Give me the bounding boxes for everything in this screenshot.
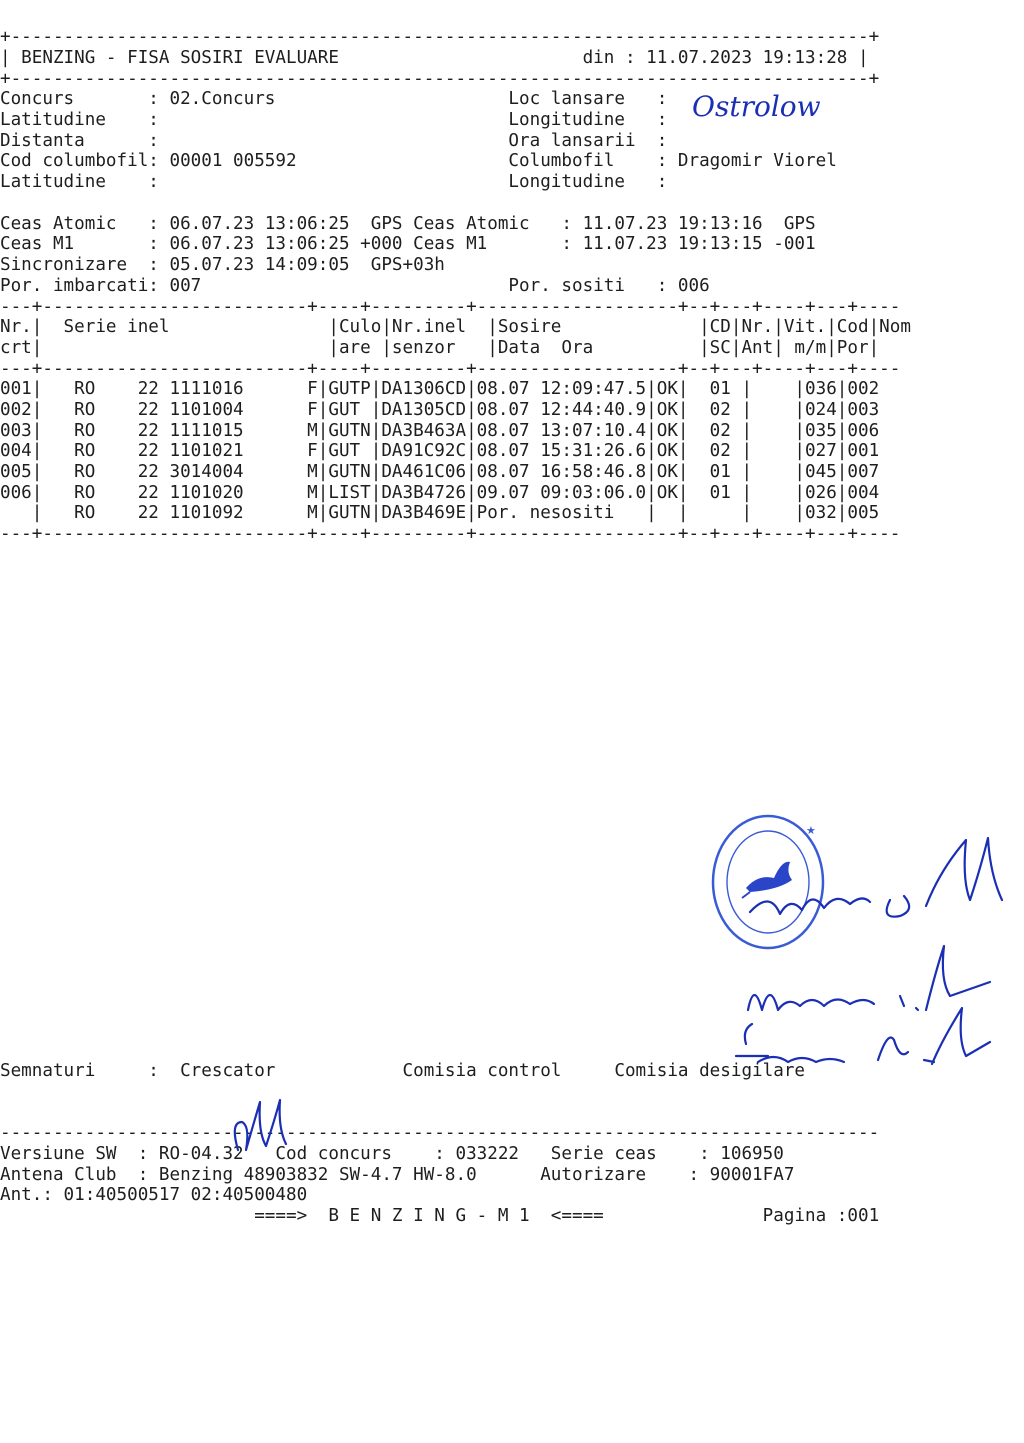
printed-line: ---+-------------------------+----+---------+-------------------+--+---+----+---+---- (0, 524, 901, 544)
signature-crescator-icon (224, 1092, 304, 1158)
printed-line: Distanta : Ora lansarii : (0, 131, 668, 151)
printed-line: Ceas M1 : 06.07.23 13:06:25 +000 Ceas M1 : 11.07.23 19:13:15 -001 (0, 234, 816, 254)
printed-line: Concurs : 02.Concurs Loc lansare : (0, 89, 668, 109)
printed-line: 002| RO 22 1101004 F|GUT |DA1305CD|08.07 12:44:40.9|OK| 02 | |024|003 (0, 400, 880, 420)
printed-line: ----------------------------------------------------------------------------------- (0, 1123, 880, 1143)
printed-line: 005| RO 22 3014004 M|GUTN|DA461C06|08.07 16:58:46.8|OK| 01 | |045|007 (0, 462, 880, 482)
printed-line: | RO 22 1101092 M|GUTN|DA3B469E|Por. nesositi | | | |032|005 (0, 503, 880, 523)
signature-commission-3-icon (728, 1000, 998, 1080)
printed-line: 001| RO 22 1111016 F|GUTP|DA1306CD|08.07 12:09:47.5|OK| 01 | |036|002 (0, 379, 880, 399)
printed-line: 006| RO 22 1101020 M|LIST|DA3B4726|09.07 09:03:06.0|OK| 01 | |026|004 (0, 483, 880, 503)
printed-line: crt| |are |senzor |Data Ora |SC|Ant| m/m|Por| (0, 338, 880, 358)
printed-line: ---+-------------------------+----+---------+-------------------+--+---+----+---+---- (0, 297, 901, 317)
printed-line: Nr.| Serie inel |Culo|Nr.inel |Sosire |CD|Nr.|Vit.|Cod|Nom (0, 317, 911, 337)
svg-text:★: ★ (806, 824, 816, 837)
printed-line: Latitudine : Longitudine : (0, 110, 668, 130)
handwritten-loc-lansare: Ostrolow (692, 90, 821, 123)
printed-line: Ceas Atomic : 06.07.23 13:06:25 GPS Ceas Atomic : 11.07.23 19:13:16 GPS (0, 214, 816, 234)
printed-line: ====> B E N Z I N G - M 1 <==== Pagina :001 (0, 1206, 880, 1226)
printed-line: +---------------------------------------------------------------------------------+ (0, 27, 880, 47)
printed-line: Por. imbarcati: 007 Por. sositi : 006 (0, 276, 710, 296)
printed-line: +---------------------------------------------------------------------------------+ (0, 69, 880, 89)
printed-line: 003| RO 22 1111015 M|GUTN|DA3B463A|08.07 13:07:10.4|OK| 02 | |035|006 (0, 421, 880, 441)
printed-line: Cod columbofil: 00001 005592 Columbofil : Dragomir Viorel (0, 151, 837, 171)
printed-line: 004| RO 22 1101021 F|GUT |DA91C92C|08.07 15:31:26.6|OK| 02 | |027|001 (0, 441, 880, 461)
printed-line: Sincronizare : 05.07.23 14:09:05 GPS+03h (0, 255, 445, 275)
printed-line: ---+-------------------------+----+---------+-------------------+--+---+----+---+---- (0, 359, 901, 379)
printed-line: Latitudine : Longitudine : (0, 172, 668, 192)
printed-line: Semnaturi : Crescator Comisia control Comisia desigilare (0, 1061, 806, 1081)
printed-line: Antena Club : Benzing 48903832 SW-4.7 HW-8.0 Autorizare : 90001FA7 (0, 1165, 795, 1185)
printed-line: Versiune SW : RO-04.32 Cod concurs : 033222 Serie ceas : 106950 (0, 1144, 784, 1164)
printed-line: Ant.: 01:40500517 02:40500480 (0, 1185, 308, 1205)
printed-line: | BENZING - FISA SOSIRI EVALUARE din : 11.07.2023 19:13:28 | (0, 48, 869, 68)
signature-commission-1-icon (740, 830, 1010, 920)
